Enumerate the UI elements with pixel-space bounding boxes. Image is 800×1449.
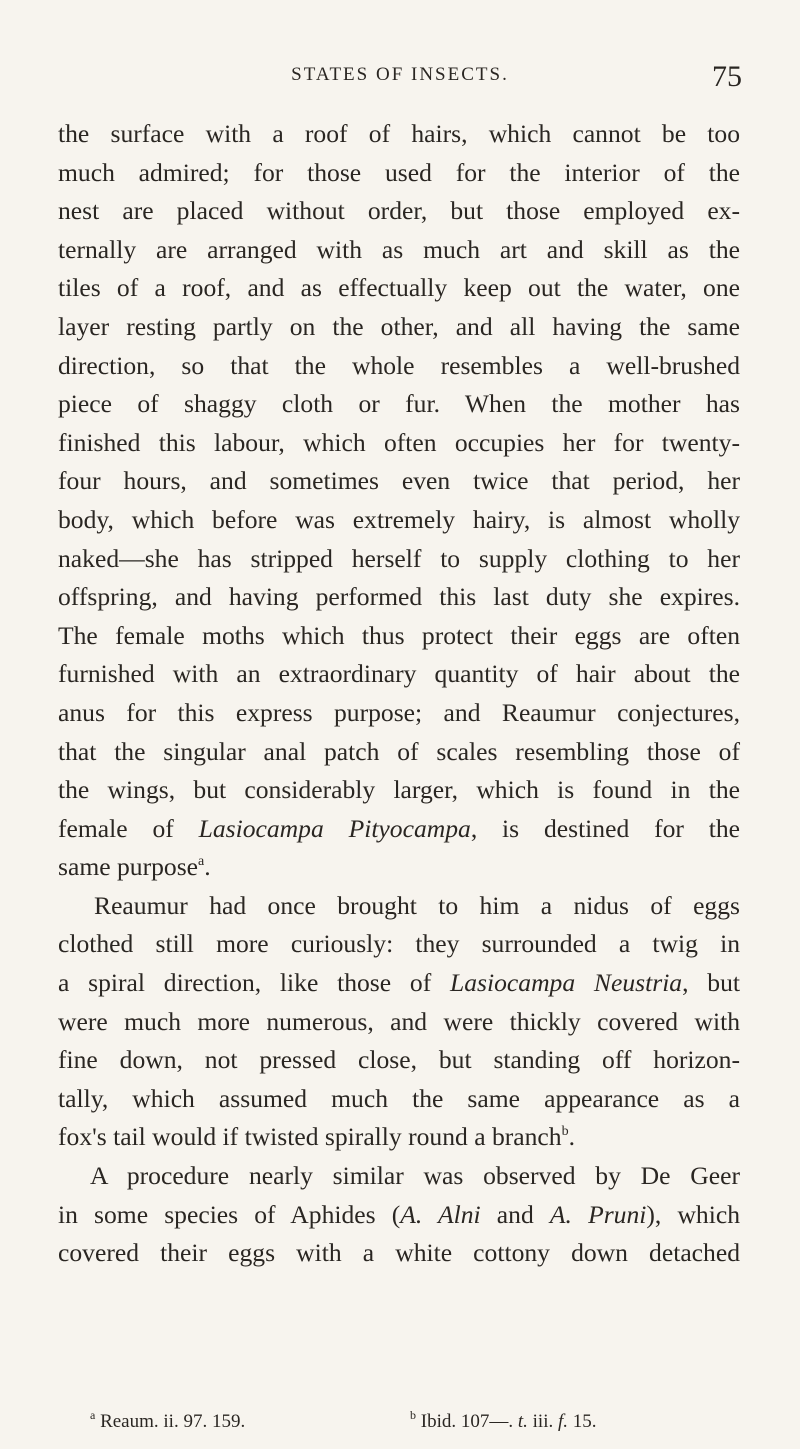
text-segment: same purpose (58, 852, 199, 882)
text-line: A procedure nearly similar was observed by De Geer (90, 1161, 740, 1191)
text-line: anus for this express purpose; and Reaumur conjectures, (58, 697, 740, 727)
text-line: nest are placed without order, but those employed ex- (58, 196, 740, 226)
footnote-text: iii. (527, 1411, 558, 1432)
species-name: Lasiocampa Pityocampa (198, 813, 471, 843)
text-line: fine down, not pressed close, but standing off horizon- (58, 1045, 740, 1075)
text-line: Reaumur had once brought to him a nidus of eggs (94, 890, 740, 920)
text-segment: in some species of Aphides ( (58, 1199, 401, 1229)
text-segment: , is destined for the (470, 813, 741, 843)
footnote-a (90, 1410, 245, 1434)
footnote-text: t. (517, 1411, 528, 1432)
text-line (58, 848, 740, 887)
text-line: tally, which assumed much the same appearance as a (58, 1083, 740, 1113)
text-line: furnished with an extraordinary quantity of hair about the (58, 659, 740, 689)
text-line: offspring, and having performed this last duty she expires. (58, 582, 740, 612)
text-segment: . (204, 852, 211, 882)
footnote-ref-b: b (561, 1124, 569, 1140)
text-segment: female of (58, 813, 199, 843)
text-line: body, which before was extremely hairy, is almost wholly (58, 504, 740, 534)
footnote-text: Ibid. 107—. (420, 1411, 518, 1432)
text-segment: . (568, 1122, 575, 1152)
text-segment: a spiral direction, like those of (58, 968, 451, 998)
text-line: piece of shaggy cloth or fur. When the mother has (58, 389, 740, 419)
footnote-mark: b (410, 1408, 416, 1422)
text-line (58, 964, 740, 1003)
text-line: much admired; for those used for the interior of the (58, 157, 740, 187)
species-name: A. Alni (400, 1199, 481, 1229)
text-line: that the singular anal patch of scales resembling those of (58, 736, 740, 766)
footnote-text: 15. (568, 1411, 597, 1432)
text-line: were much more numerous, and were thickly covered with (58, 1006, 740, 1036)
text-line: the wings, but considerably larger, which is found in the (58, 775, 740, 805)
text-segment: fox's tail would if twisted spirally round a branch (58, 1122, 562, 1152)
text-line (58, 810, 740, 849)
text-line: naked—she has stripped herself to supply clothing to her (58, 543, 740, 573)
page-number: 75 (712, 60, 742, 93)
text-line: the surface with a roof of hairs, which cannot be too (58, 119, 740, 148)
text-segment: and (480, 1199, 550, 1229)
text-line (58, 1196, 740, 1235)
footnote-mark: a (90, 1408, 96, 1422)
text-line (58, 1118, 740, 1157)
text-line: four hours, and sometimes even twice that period, her (58, 466, 740, 496)
text-line: direction, so that the whole resembles a well-brushed (58, 350, 740, 380)
text-line: clothed still more curiously: they surrounded a twig in (58, 929, 740, 959)
text-line: ternally are arranged with as much art and skill as the (58, 234, 740, 264)
footnote-text: f. (557, 1411, 569, 1432)
text-line: covered their eggs with a white cottony down detached (58, 1238, 740, 1268)
text-line: finished this labour, which often occupies her for twenty- (58, 427, 740, 457)
text-line: tiles of a roof, and as effectually keep out the water, one (58, 273, 740, 303)
body-text (58, 115, 740, 1273)
footnote-ref-a: a (198, 854, 205, 870)
text-segment: ), which (646, 1199, 740, 1229)
text-segment: , but (682, 968, 740, 998)
running-head (58, 60, 742, 100)
footnote-b (410, 1410, 597, 1434)
text-line: The female moths which thus protect their eggs are often (58, 620, 740, 650)
footnote-text: Reaum. ii. 97. 159. (100, 1411, 246, 1432)
species-name: Lasiocampa Neustria (450, 968, 683, 998)
text-line: layer resting partly on the other, and all having the same (58, 311, 740, 341)
species-name: A. Pruni (549, 1199, 647, 1229)
running-head-title: STATES OF INSECTS. (291, 64, 509, 85)
